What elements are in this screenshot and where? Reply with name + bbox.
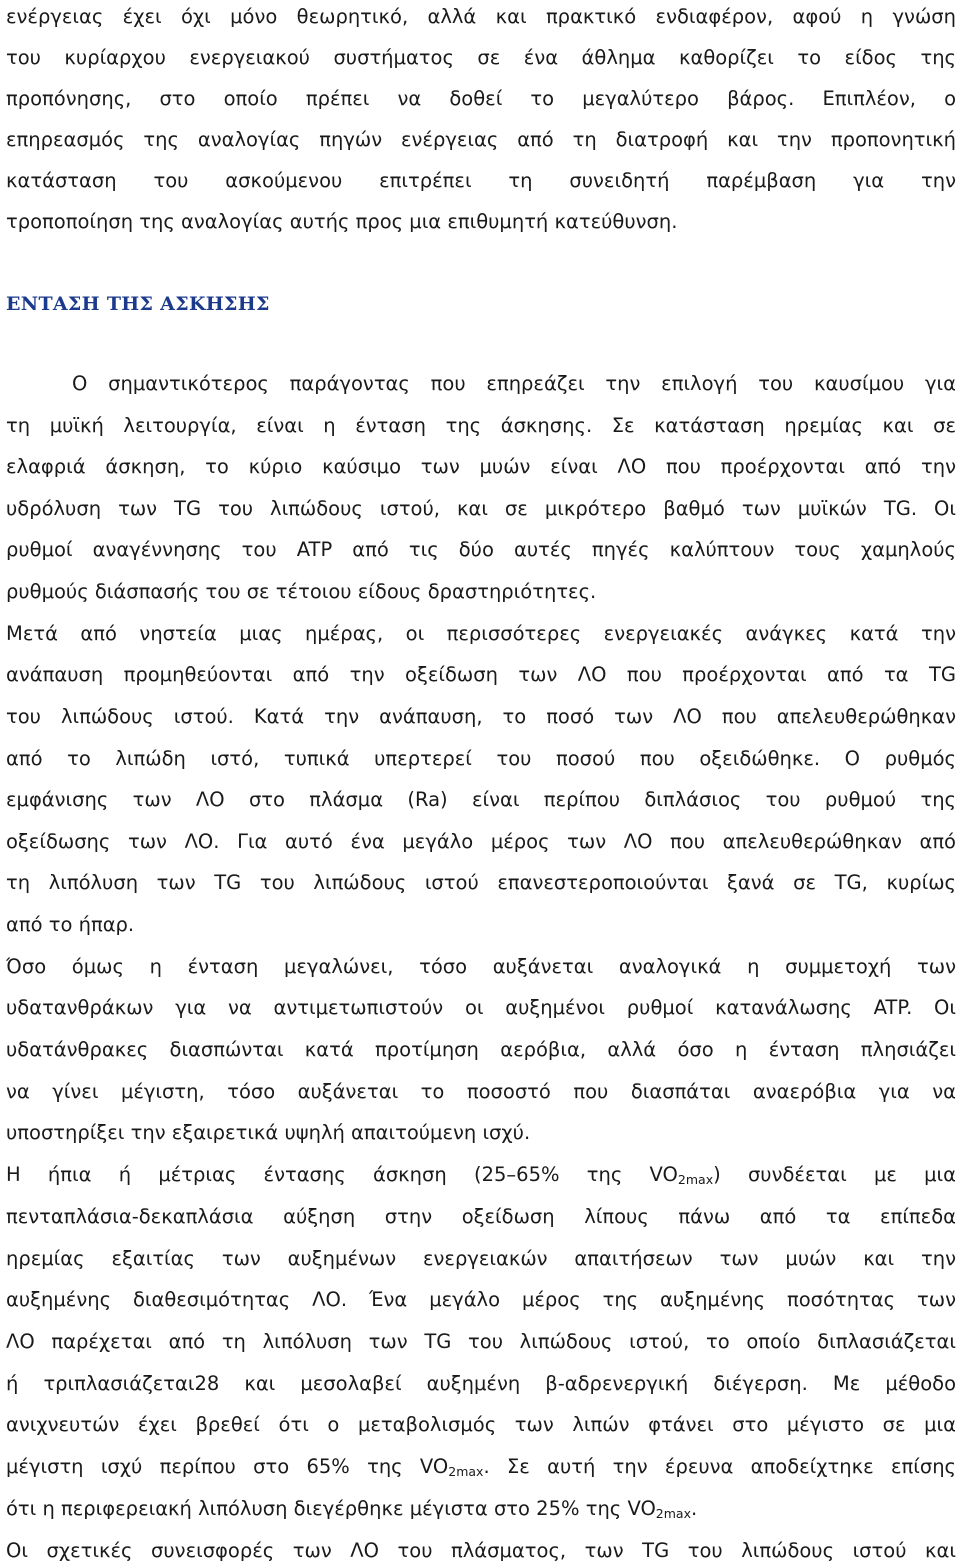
paragraph-line: αυξημένης διαθεσιμότητας ΛΟ. Ένα μεγάλο μέρος της αυξημένης ποσότητας των [6,1288,956,1311]
line-text: . [690,1497,698,1520]
paragraph-line: προπόνησης, στο οποίο πρέπει να δοθεί το μεγαλύτερο βάρος. Επιπλέον, ο [6,87,956,110]
paragraph-line: υδατανθράκων για να αντιμετωπιστούν οι αυξημένοι ρυθμοί κατανάλωσης ATP. Οι [6,996,956,1019]
paragraph-line: υδρόλυση των TG του λιπώδους ιστού, και σε μικρότερο βαθμό των μυϊκών TG. Οι [6,497,956,520]
paragraph-line: του λιπώδους ιστού. Κατά την ανάπαυση, το ποσό των ΛΟ που απελευθερώθηκαν [6,705,956,728]
paragraph-line: Ο σημαντικότερος παράγοντας που επηρεάζει την επιλογή του καυσίμου για [72,372,956,395]
paragraph-line: Οι σχετικές συνεισφορές των ΛΟ του πλάσματος, των TG του λιπώδους ιστού και [6,1539,956,1562]
paragraph-line: ρυθμοί αναγέννησης του ATP από τις δύο αυτές πηγές καλύπτουν τους χαμηλούς [6,538,956,561]
paragraph-line: ανιχνευτών έχει βρεθεί ότι ο μεταβολισμός των λιπών φτάνει στο μέγιστο σε μια [6,1413,956,1436]
line-text: μέγιστη ισχύ περίπου στο 65% της VO [6,1455,449,1478]
paragraph-line: τη λιπόλυση των TG του λιπώδους ιστού επανεστεροποιούνται ξανά σε TG, κυρίως [6,871,956,894]
section-heading: ΕΝΤΑΣΗ ΤΗΣ ΑΣΚΗΣΗΣ [6,293,270,315]
paragraph-line: ηρεμίας εξαιτίας των αυξημένων ενεργειακών απαιτήσεων των μυών και την [6,1247,956,1270]
paragraph-line: Όσο όμως η ένταση μεγαλώνει, τόσο αυξάνεται αναλογικά η συμμετοχή των [6,955,956,978]
line-text: ότι η περιφερειακή λιπόλυση διεγέρθηκε μέγιστα στο 25% της VO [6,1497,656,1520]
paragraph-line: Μετά από νηστεία μιας ημέρας, οι περισσότερες ενεργειακές ανάγκες κατά την [6,622,956,645]
paragraph-line-vo2max [6,1494,956,1524]
line-text: ) συνδέεται με μια [713,1163,956,1186]
line-text: . Σε αυτή την έρευνα αποδείχτηκε επίσης [483,1455,956,1478]
paragraph-line: από το ήπαρ. [6,913,135,936]
paragraph-line: εμφάνισης των ΛΟ στο πλάσμα (Ra) είναι περίπου διπλάσιος του ρυθμού της [6,788,956,811]
paragraph-line: ρυθμούς διάσπασής του σε τέτοιου είδους δραστηριότητες. [6,580,597,603]
paragraph-line: να γίνει μέγιστη, τόσο αυξάνεται το ποσοστό που διασπάται αναερόβια για να [6,1080,956,1103]
paragraph-line: ή τριπλασιάζεται28 και μεσολαβεί αυξημένη β-αδρενεργική διέγερση. Με μέθοδο [6,1372,956,1395]
paragraph-line: ενέργειας έχει όχι μόνο θεωρητικό, αλλά και πρακτικό ενδιαφέρον, αφού η γνώση [6,5,956,28]
paragraph-line: ανάπαυση προμηθεύονται από την οξείδωση των ΛΟ που προέρχονται από τα TG [6,663,956,686]
paragraph-line: υποστηρίξει την εξαιρετικά υψηλή απαιτούμενη ισχύ. [6,1121,531,1144]
paragraph-line: του κυρίαρχου ενεργειακού συστήματος σε ένα άθλημα καθορίζει το είδος της [6,46,956,69]
paragraph-line: οξείδωσης των ΛΟ. Για αυτό ένα μεγάλο μέρος των ΛΟ που απελευθερώθηκαν από [6,830,956,853]
subscript: 2max [655,1506,691,1521]
paragraph-line: επηρεασμός της αναλογίας πηγών ενέργειας από τη διατροφή και την προπονητική [6,128,956,151]
subscript: 2max [448,1464,484,1479]
line-text: Η ήπια ή μέτριας έντασης άσκηση (25–65% της VO [6,1163,678,1186]
subscript: 2max [677,1172,714,1187]
paragraph-line: υδατάνθρακες διασπώνται κατά προτίμηση αερόβια, αλλά όσο η ένταση πλησιάζει [6,1038,956,1061]
paragraph-line: τη μυϊκή λειτουργία, είναι η ένταση της άσκησης. Σε κατάσταση ηρεμίας και σε [6,414,956,437]
paragraph-line: από το λιπώδη ιστό, τυπικά υπερτερεί του ποσού που οξειδώθηκε. Ο ρυθμός [6,747,956,770]
paragraph-line: πενταπλάσια-δεκαπλάσια αύξηση στην οξείδωση λίπους πάνω από τα επίπεδα [6,1205,956,1228]
paragraph-line: ελαφριά άσκηση, το κύριο καύσιμο των μυών είναι ΛΟ που προέρχονται από την [6,455,956,478]
paragraph-line-vo2max [6,1452,956,1482]
paragraph-line: κατάσταση του ασκούμενου επιτρέπει τη συνειδητή παρέμβαση για την [6,169,956,192]
paragraph-line-vo2max [6,1160,956,1190]
paragraph-line: τροποποίηση της αναλογίας αυτής προς μια επιθυμητή κατεύθυνση. [6,210,678,233]
paragraph-line: ΛΟ παρέχεται από τη λιπόλυση των TG του λιπώδους ιστού, το οποίο διπλασιάζεται [6,1330,956,1353]
